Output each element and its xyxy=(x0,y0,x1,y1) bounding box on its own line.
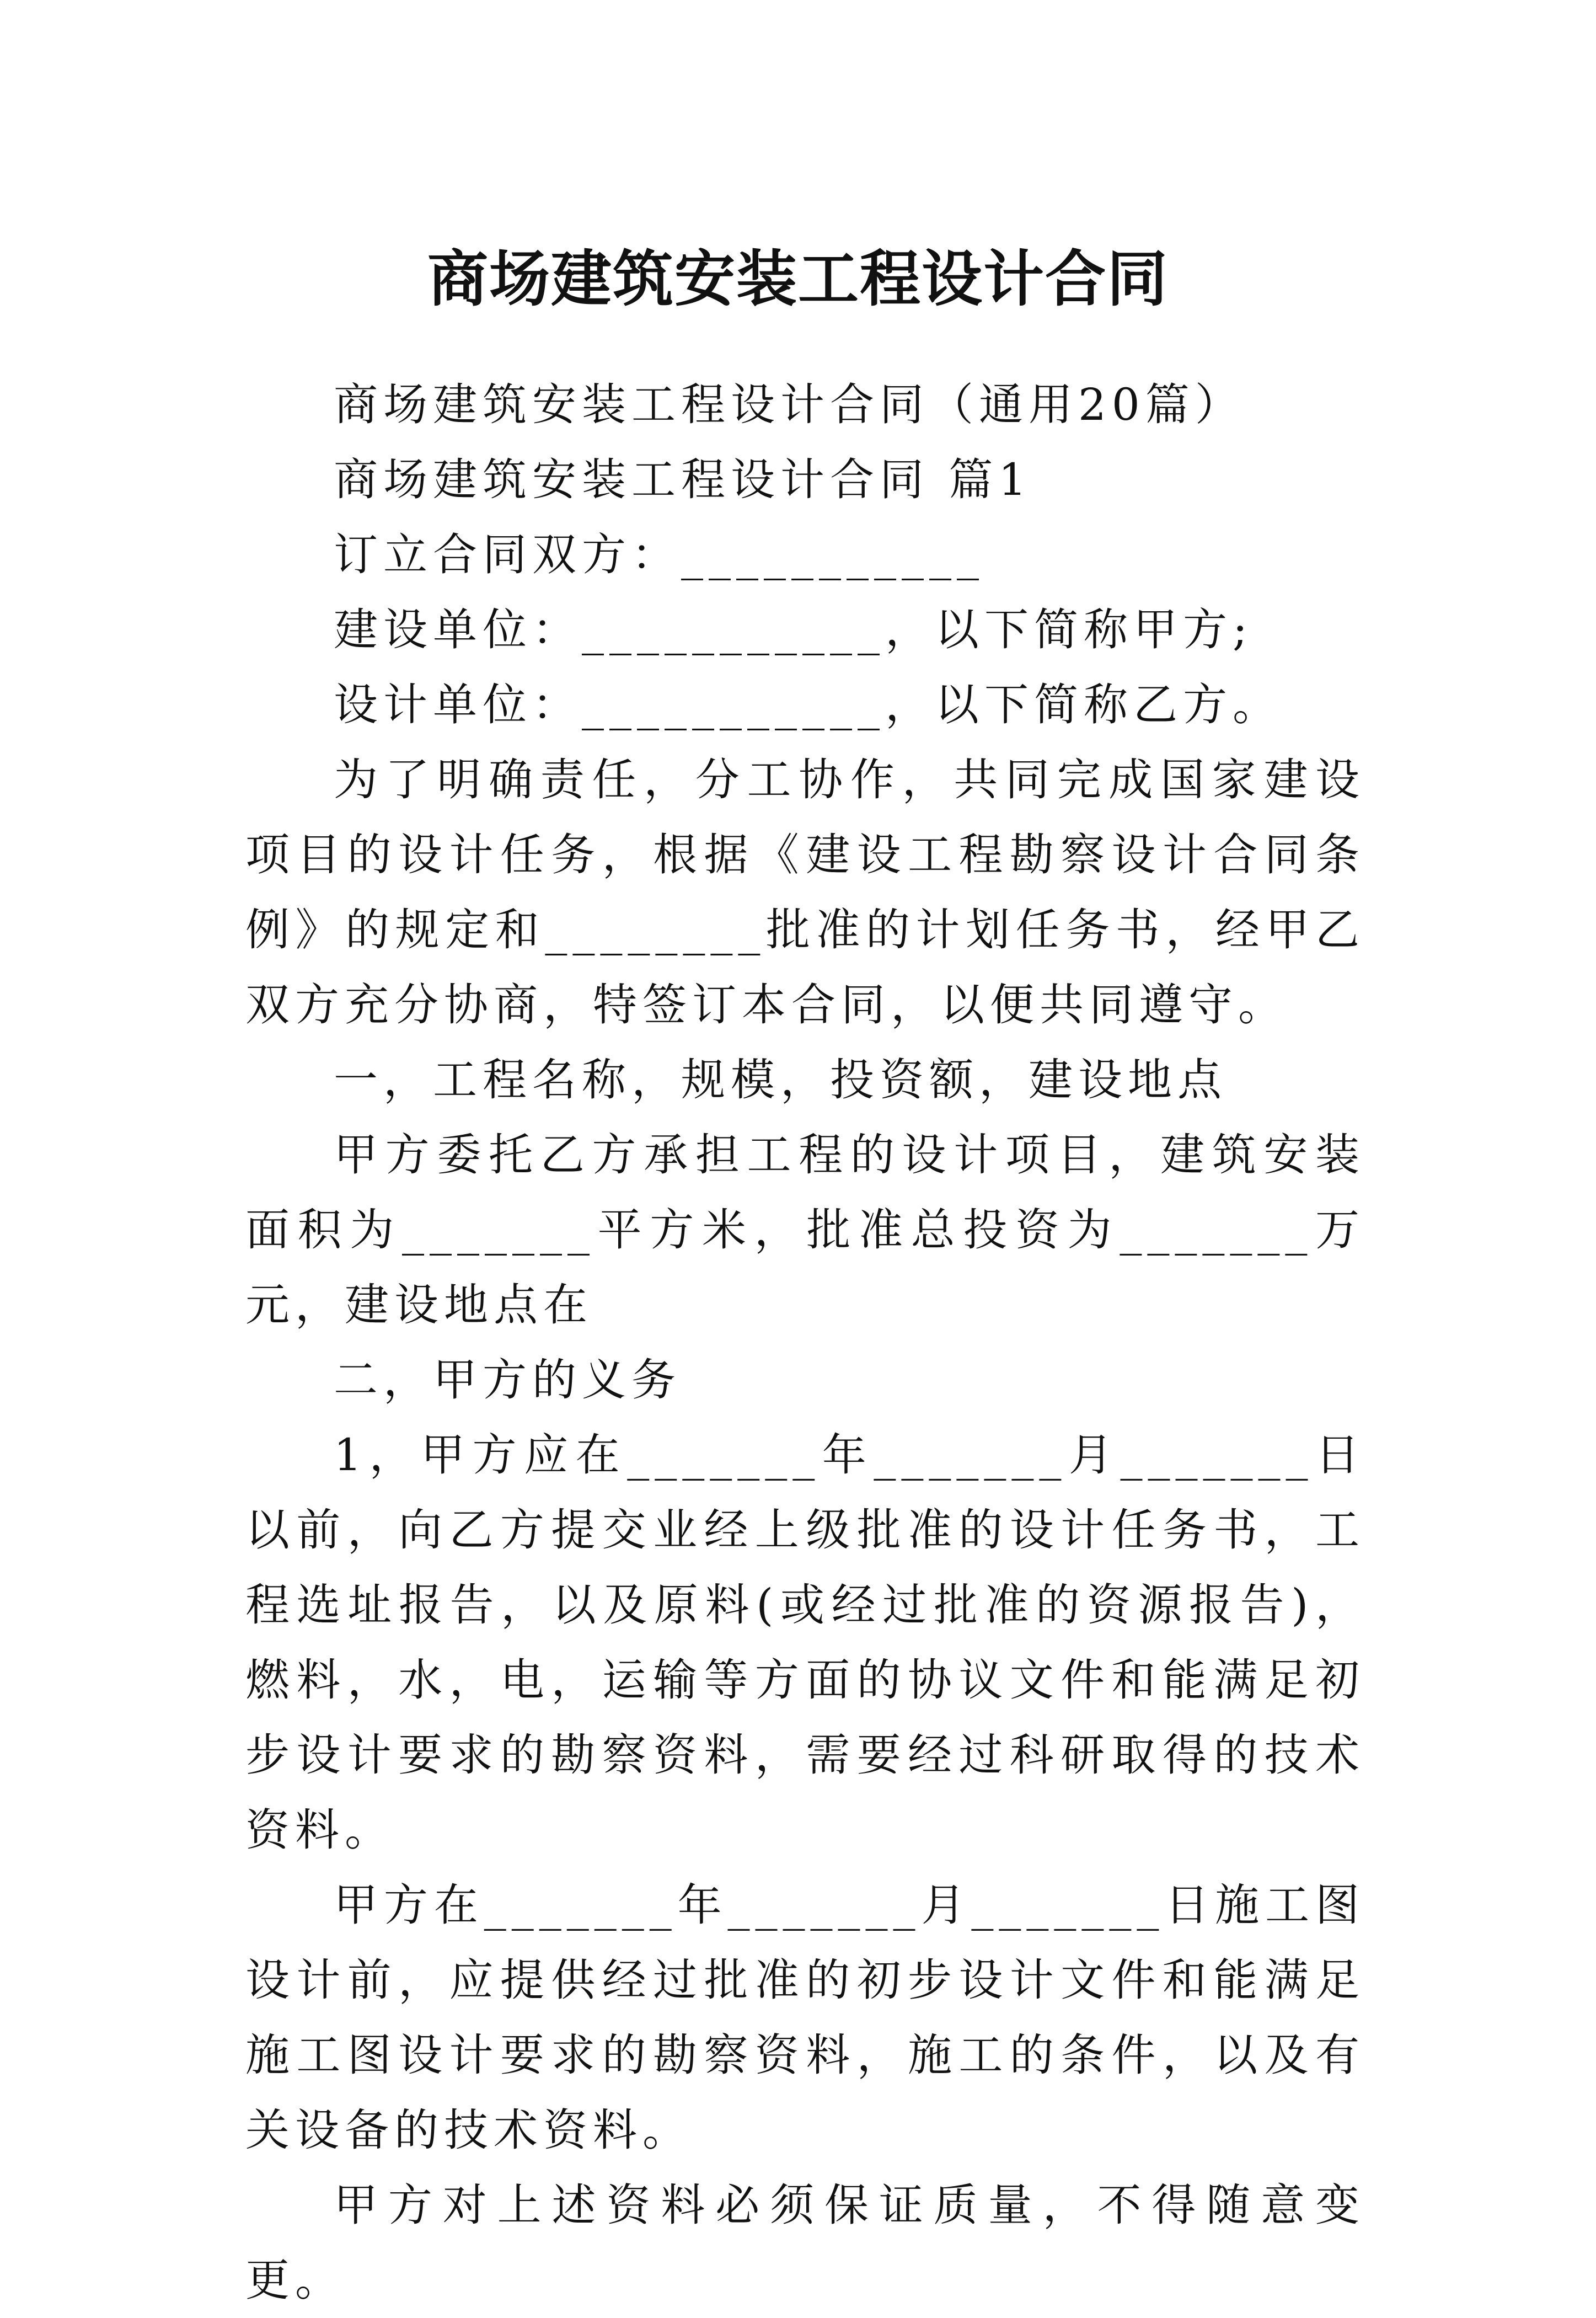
subtitle-paragraph: 商场建筑安装工程设计合同（通用20篇） xyxy=(334,379,1245,430)
parties-line: 订立合同双方：___________ xyxy=(334,529,984,580)
clause-2-item-3: 甲方对上述资料必须保证质量，不得随意变更。 xyxy=(245,2180,1365,2306)
clause-1-body: 甲方委托乙方承担工程的设计项目，建筑安装面积为_______平方米，批准总投资为_______万元，建设地点在 xyxy=(245,1129,1365,1331)
document-body xyxy=(245,367,1365,2318)
preamble-paragraph: 为了明确责任，分工协作，共同完成国家建设项目的设计任务，根据《建设工程勘察设计合同条例》的规定和________批准的计划任务书，经甲乙双方充分协商，特签订本合同，以便共同遵守。 xyxy=(245,754,1365,1030)
clause-heading-2: 二，甲方的义务 xyxy=(334,1354,681,1406)
party-b-line: 设计单位：___________，以下简称乙方。 xyxy=(334,679,1282,730)
section-heading-part-1: 商场建筑安装工程设计合同 篇1 xyxy=(334,454,1032,505)
clause-2-item-2: 甲方在_______年_______月_______日施工图设计前，应提供经过批准的初步设计文件和能满足施工图设计要求的勘察资料，施工的条件，以及有关设备的技术资料。 xyxy=(245,1879,1365,2156)
party-a-line: 建设单位：___________，以下简称甲方; xyxy=(334,604,1253,655)
clause-heading-1: 一，工程名称，规模，投资额，建设地点 xyxy=(334,1054,1227,1105)
clause-2-item-1: 1，甲方应在_______年_______月_______日以前，向乙方提交业经上级批准的设计任务书，工程选址报告，以及原料(或经过批准的资源报告)，燃料，水，电，运输等方面的协议文件和能满足初步设计要求的勘察资料，需要经过科研取得的技术资料。 xyxy=(245,1429,1365,1856)
document-title: 商场建筑安装工程设计合同 xyxy=(427,243,1169,314)
